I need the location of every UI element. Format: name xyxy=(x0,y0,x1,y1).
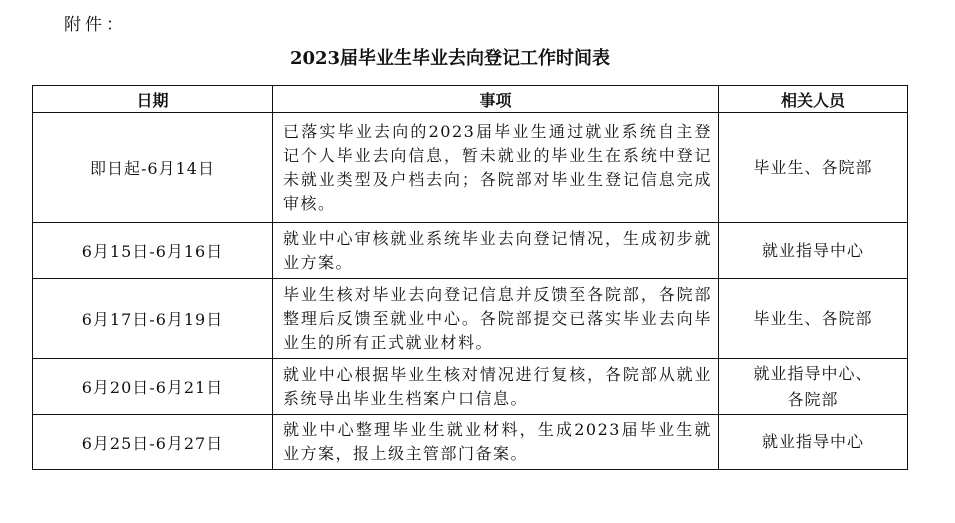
people-cell xyxy=(719,359,908,415)
column-header-date: 日期 xyxy=(33,86,273,113)
table-header-row xyxy=(33,86,908,113)
table-row xyxy=(33,359,908,415)
people-line: 就业指导中心 xyxy=(761,240,864,260)
date-cell: 6月25日-6月27日 xyxy=(33,415,273,470)
date-cell: 6月20日-6月21日 xyxy=(33,359,273,415)
date-cell: 即日起-6月14日 xyxy=(33,113,273,223)
people-cell xyxy=(719,113,908,223)
people-line: 毕业生、各院部 xyxy=(753,308,873,328)
people-line: 就业指导中心、 xyxy=(753,363,873,383)
date-cell: 6月17日-6月19日 xyxy=(33,279,273,359)
table-row xyxy=(33,415,908,470)
people-line: 毕业生、各院部 xyxy=(753,157,873,177)
table-row xyxy=(33,223,908,279)
table-row xyxy=(33,113,908,223)
column-header-matter: 事项 xyxy=(273,86,719,113)
people-cell xyxy=(719,223,908,279)
matter-cell: 就业中心审核就业系统毕业去向登记情况，生成初步就业方案。 xyxy=(273,223,719,279)
matter-cell: 毕业生核对毕业去向登记信息并反馈至各院部，各院部整理后反馈至就业中心。各院部提交已落实毕业去向毕业生的所有正式就业材料。 xyxy=(273,279,719,359)
people-line: 就业指导中心 xyxy=(761,432,864,451)
schedule-table xyxy=(32,85,908,470)
attachment-label: 附件： xyxy=(64,15,127,35)
people-cell xyxy=(719,279,908,359)
people-line: 各院部 xyxy=(787,389,839,409)
document-title: 2023届毕业生毕业去向登记工作时间表 xyxy=(289,48,611,69)
matter-cell: 已落实毕业去向的2023届毕业生通过就业系统自主登记个人毕业去向信息，暂未就业的毕业生在系统中登记未就业类型及户档去向；各院部对毕业生登记信息完成审核。 xyxy=(273,113,719,223)
column-header-people: 相关人员 xyxy=(719,86,908,113)
matter-cell: 就业中心整理毕业生就业材料，生成2023届毕业生就业方案，报上级主管部门备案。 xyxy=(273,415,719,470)
matter-cell: 就业中心根据毕业生核对情况进行复核，各院部从就业系统导出毕业生档案户口信息。 xyxy=(273,359,719,415)
date-cell: 6月15日-6月16日 xyxy=(33,223,273,279)
people-cell xyxy=(719,415,908,470)
table-row xyxy=(33,279,908,359)
